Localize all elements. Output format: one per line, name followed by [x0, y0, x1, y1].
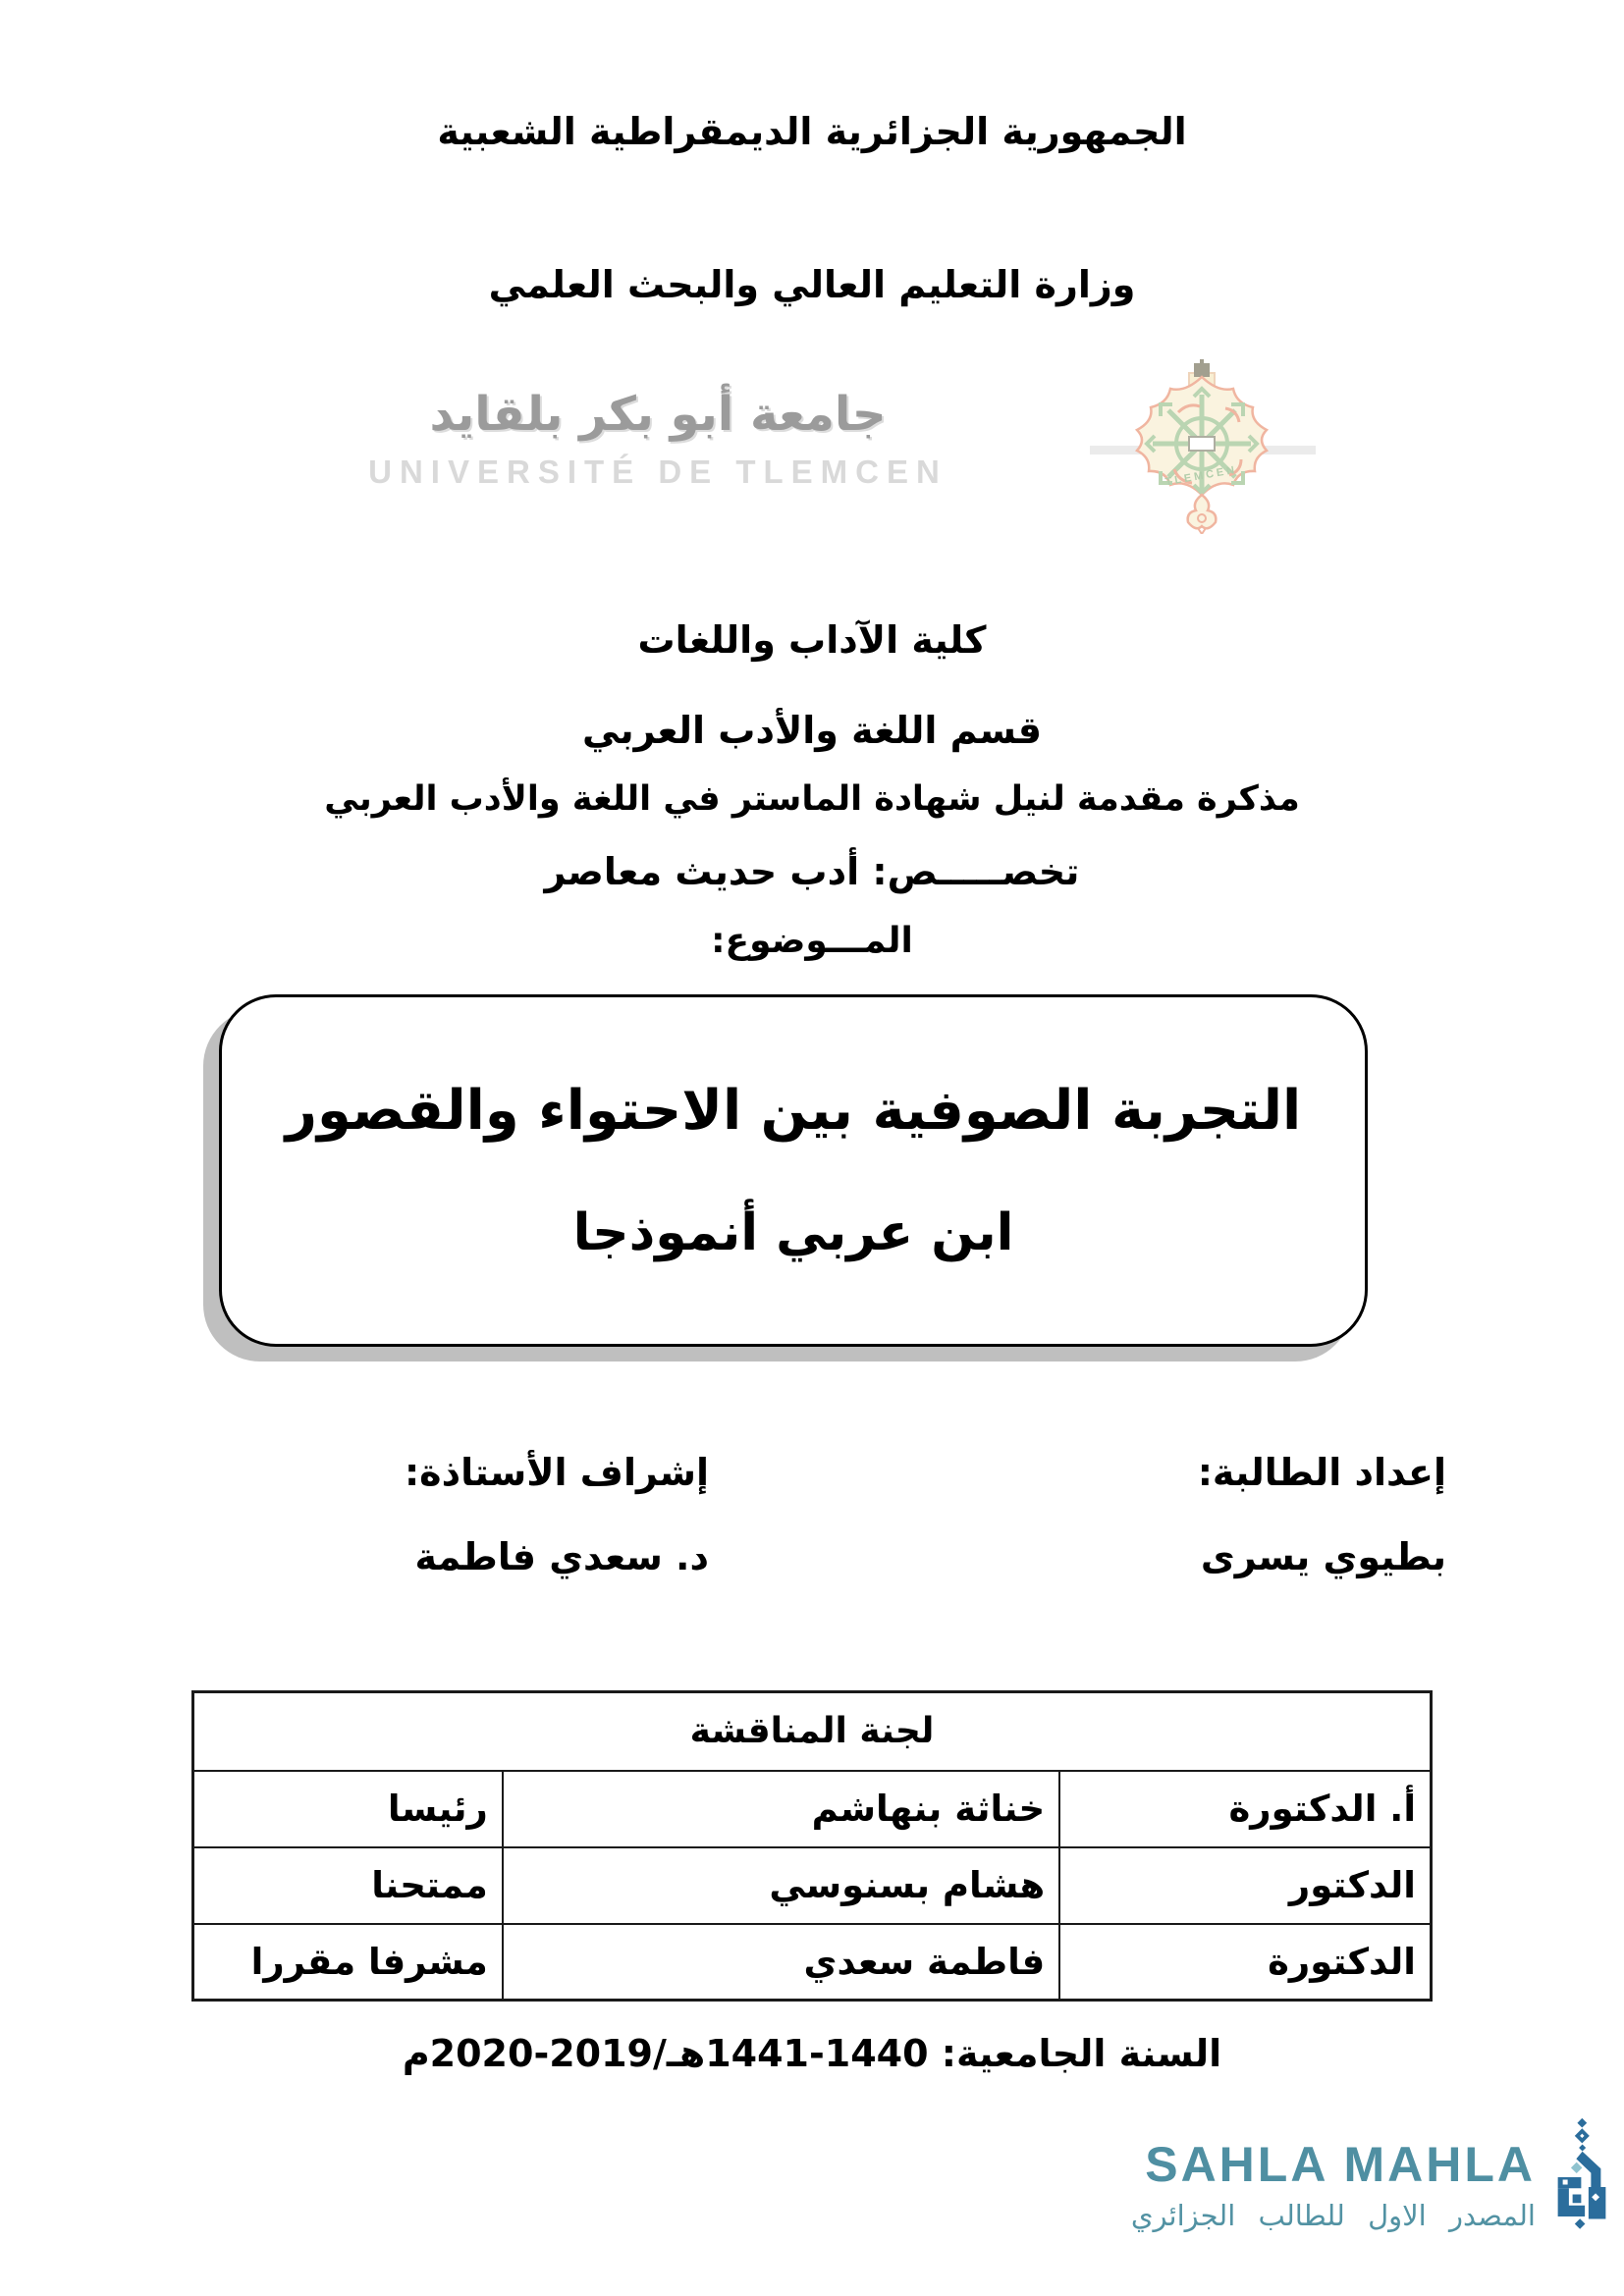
memoir-line: مذكرة مقدمة لنيل شهادة الماستر في اللغة والأدب العربي [324, 779, 1300, 819]
brand-tagline: المصدر الاول للطالب الجزائري [1130, 2199, 1536, 2232]
university-name-french: UNIVERSITÉ DE TLEMCEN [368, 454, 947, 490]
student-label: إعداد الطالبة: [1197, 1451, 1446, 1494]
member-title-cell: الدكتور [1059, 1847, 1431, 1924]
member-title-cell: أ. الدكتورة [1059, 1771, 1431, 1847]
table-row [193, 1771, 1432, 1847]
ministry-line: وزارة التعليم العالي والبحث العلمي [488, 263, 1136, 306]
supervisor-label: إشراف الأستاذة: [404, 1451, 709, 1494]
student-block [1198, 1451, 1446, 1578]
sahla-mahla-logo [1131, 2103, 1620, 2241]
member-name-cell: هشام بسنوسي [503, 1847, 1059, 1924]
member-name-cell: خناثة بنهاشم [503, 1771, 1059, 1847]
svg-text:TLEMCEN: TLEMCEN [1164, 463, 1239, 489]
sahla-mahla-icon [1543, 2118, 1620, 2241]
supervisor-block [405, 1451, 709, 1578]
academic-year: السنة الجامعية: 1440-1441هـ/2019-2020م [402, 2032, 1222, 2075]
university-emblem-icon [1088, 359, 1316, 534]
republic-line: الجمهورية الجزائرية الديمقراطية الشعبية [437, 110, 1187, 153]
table-row [193, 1924, 1432, 2001]
thesis-title-line2: ابن عربي أنموذجا [572, 1203, 1014, 1262]
member-role-cell: مشرفا مقررا [193, 1924, 503, 2001]
committee-header: لجنة المناقشة [193, 1692, 1432, 1771]
department-line: قسم اللغة والأدب العربي [581, 709, 1043, 752]
supervisor-name: د. سعدي فاطمة [414, 1535, 709, 1578]
committee-header-row [193, 1692, 1432, 1771]
sahla-mahla-text [1131, 2136, 1536, 2232]
thesis-title-line1: التجربة الصوفية بين الاحتواء والقصور [285, 1079, 1302, 1143]
member-title-cell: الدكتورة [1059, 1924, 1431, 2001]
subject-label: المـــوضوع: [711, 921, 913, 961]
student-name: بطيوي يسرى [1200, 1535, 1446, 1578]
member-role-cell: ممتحنا [193, 1847, 503, 1924]
specialty-line: تخصـــــص: أدب حديث معاصر [544, 850, 1080, 893]
member-role-cell: رئيسا [193, 1771, 503, 1847]
member-name-cell: فاطمة سعدي [503, 1924, 1059, 2001]
brand-name: SAHLA MAHLA [1145, 2137, 1536, 2192]
faculty-line: كلية الآداب واللغات [637, 618, 987, 662]
thesis-title-box [219, 994, 1368, 1347]
table-row [193, 1847, 1432, 1924]
university-name-arabic: جامعة أبو بكر بلقايد [429, 387, 887, 442]
committee-table [191, 1690, 1433, 2002]
